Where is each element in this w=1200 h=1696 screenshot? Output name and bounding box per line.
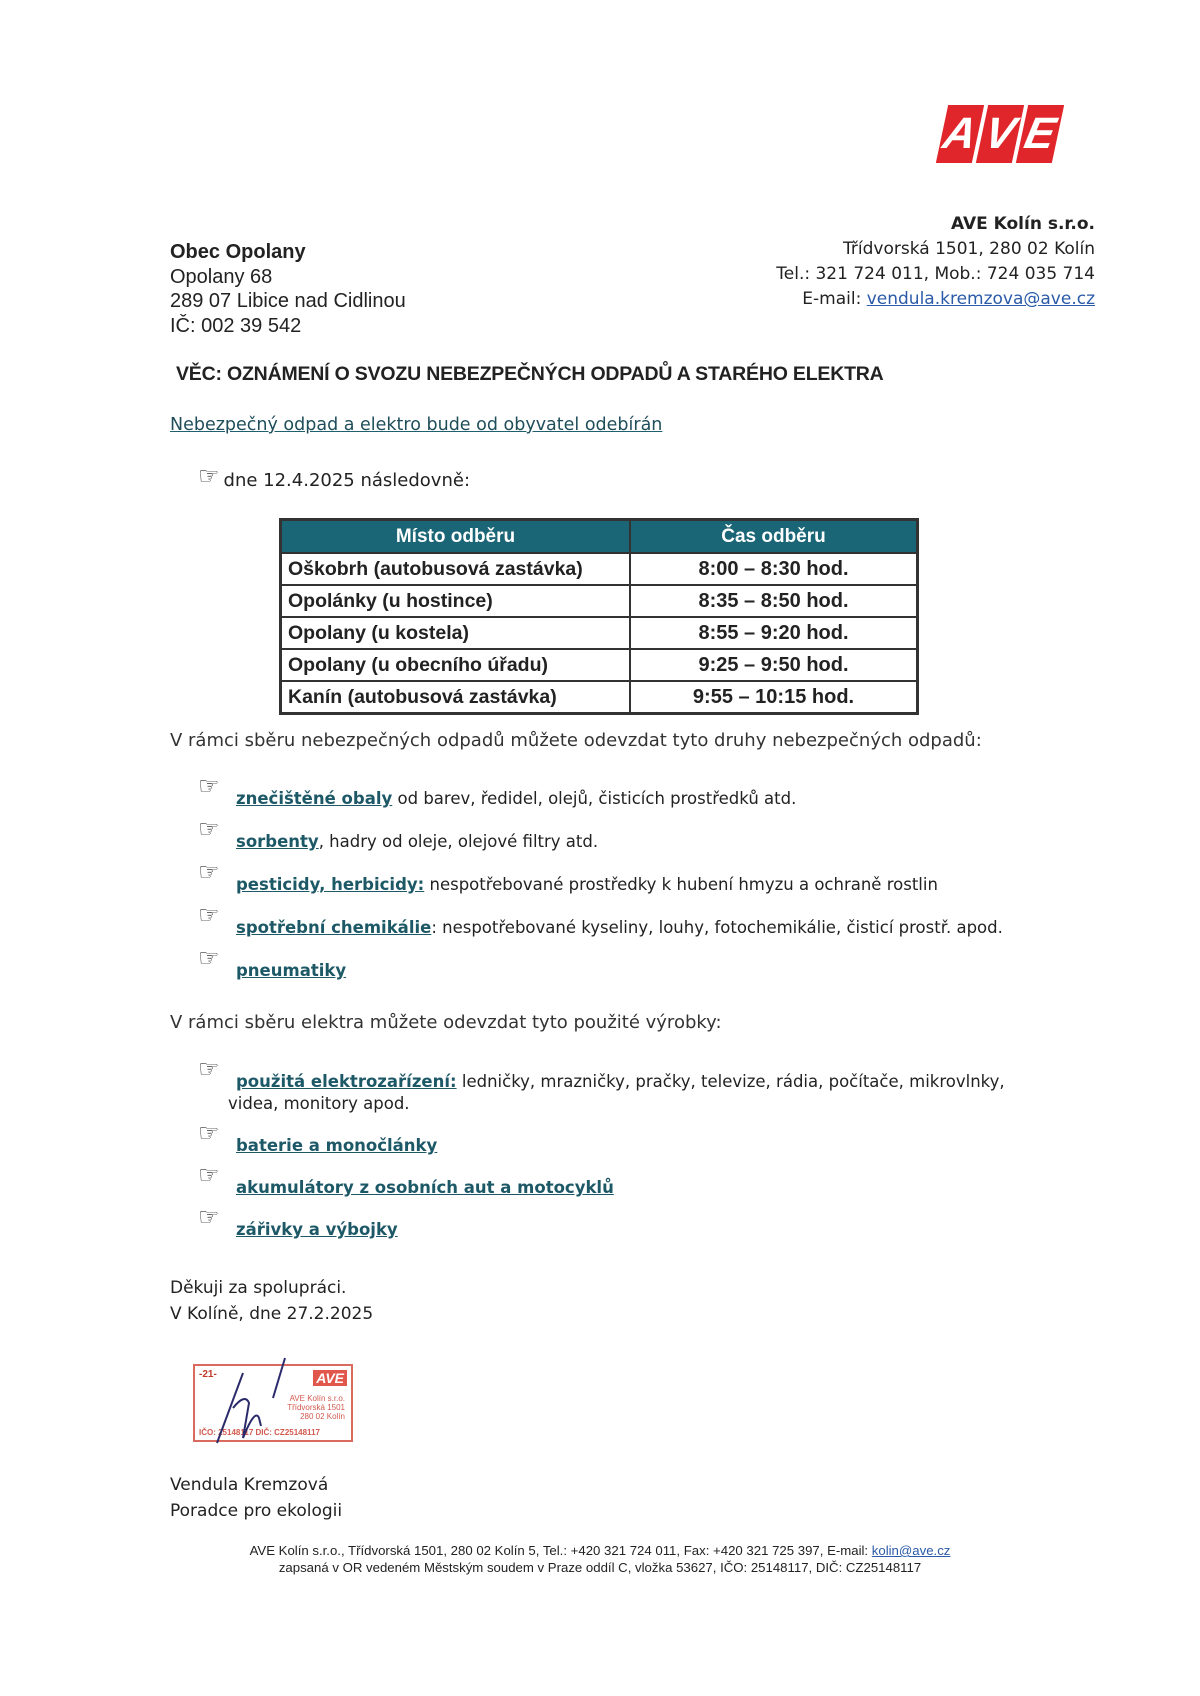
list-item <box>198 815 1018 874</box>
time-cell: 8:00 – 8:30 hod. <box>630 553 918 585</box>
place-cell: Kanín (autobusová zastávka) <box>281 681 631 714</box>
signer-block <box>170 1472 342 1524</box>
list-item <box>198 901 1018 960</box>
footer-line-1: AVE Kolín s.r.o., Třídvorská 1501, 280 02 Kolín 5, Tel.: +420 321 724 011, Fax: +420 321 725 397, E-mail: kolin@ave.cz <box>249 1543 951 1558</box>
item-keyword: zářivky a výbojky <box>236 1220 398 1239</box>
sender-address: Třídvorská 1501, 280 02 Kolín <box>843 239 1095 259</box>
column-header-time: Čas odběru <box>630 520 918 554</box>
recipient-block <box>170 240 406 338</box>
stamp-ids: IČO: 25148117 DIČ: CZ25148117 <box>199 1428 320 1437</box>
place-date: V Kolíně, dne 27.2.2025 <box>170 1304 374 1324</box>
pointing-hand-icon: ☞ <box>198 944 220 972</box>
logo-letter-a: A <box>936 105 984 163</box>
pointing-hand-icon: ☞ <box>198 858 220 886</box>
collection-date: dne 12.4.2025 následovně: <box>223 470 471 491</box>
footer-line-2: zapsaná v OR vedeném Městským soudem v Praze oddíl C, vložka 53627, IČO: 25148117, DIČ: CZ25148117 <box>278 1560 922 1575</box>
place-cell: Opolany (u obecního úřadu) <box>281 649 631 681</box>
logo-letter-e: E <box>1016 105 1064 163</box>
item-keyword: akumulátory z osobních aut a motocyklů <box>236 1178 614 1197</box>
item-text: ledničky, mrazničky, pračky, televize, rádia, počítače, mikrovlnky, <box>456 1072 1005 1091</box>
list-item <box>198 1203 1018 1241</box>
hazardous-list <box>198 772 1018 1003</box>
item-keyword: použitá elektrozařízení: <box>236 1072 457 1091</box>
list-item <box>198 1055 1018 1115</box>
list-item <box>198 944 1018 1003</box>
signer-name: Vendula Kremzová <box>170 1475 329 1495</box>
place-cell: Opolánky (u hostince) <box>281 585 631 617</box>
item-keyword: pesticidy, herbicidy: <box>236 875 425 894</box>
place-cell: Oškobrh (autobusová zastávka) <box>281 553 631 585</box>
table-row <box>281 681 918 714</box>
item-keyword: pneumatiky <box>236 961 347 980</box>
stamp-logo: AVE <box>313 1370 347 1386</box>
company-stamp <box>193 1364 353 1442</box>
sender-phones: Tel.: 321 724 011, Mob.: 724 035 714 <box>776 264 1095 284</box>
item-text: , hadry od oleje, olejové filtry atd. <box>318 832 599 851</box>
subject-heading: VĚC: OZNÁMENÍ O SVOZU NEBEZPEČNÝCH ODPADŮ A STARÉHO ELEKTRA <box>176 363 884 385</box>
sender-company: AVE Kolín s.r.o. <box>950 214 1095 234</box>
recipient-name: Obec Opolany <box>170 241 306 263</box>
electro-heading: V rámci sběru elektra můžete odevzdat tyto použité výrobky: <box>170 1012 722 1033</box>
pointing-hand-icon: ☞ <box>198 1055 220 1083</box>
item-text: : nespotřebované kyseliny, louhy, fotochemikálie, čisticí prostř. apod. <box>431 918 1003 937</box>
list-item <box>198 1161 1018 1199</box>
item-text: od barev, ředidel, olejů, čisticích prostředků atd. <box>392 789 797 808</box>
time-cell: 9:55 – 10:15 hod. <box>630 681 918 714</box>
pointing-hand-icon: ☞ <box>198 815 220 843</box>
signature-icon <box>215 1348 305 1448</box>
sender-block <box>776 212 1095 312</box>
signer-role: Poradce pro ekologii <box>170 1501 343 1521</box>
item-text-continued: videa, monitory apod. <box>228 1094 410 1113</box>
time-cell: 9:25 – 9:50 hod. <box>630 649 918 681</box>
intro-text: Nebezpečný odpad a elektro bude od obyvatel odebírán <box>170 415 663 435</box>
table-row <box>281 649 918 681</box>
time-cell: 8:55 – 9:20 hod. <box>630 617 918 649</box>
logo-letter-v: V <box>976 105 1024 163</box>
table-row <box>281 585 918 617</box>
footer-email-link[interactable]: kolin@ave.cz <box>871 1543 951 1558</box>
item-keyword: znečištěné obaly <box>236 789 393 808</box>
pointing-hand-icon: ☞ <box>198 462 220 490</box>
recipient-street: Opolany 68 <box>170 265 273 288</box>
table-row <box>281 617 918 649</box>
pointing-hand-icon: ☞ <box>198 772 220 800</box>
hazardous-heading: V rámci sběru nebezpečných odpadů můžete odevzdat tyto druhy nebezpečných odpadů: <box>170 730 982 751</box>
date-line <box>198 462 471 491</box>
sender-email-line <box>776 287 1095 312</box>
pointing-hand-icon: ☞ <box>198 1203 220 1231</box>
electro-list <box>198 1055 1018 1261</box>
sender-email-label: E-mail: <box>802 289 867 309</box>
sender-email-link[interactable]: vendula.kremzova@ave.cz <box>866 289 1095 309</box>
recipient-ic: IČ: 002 39 542 <box>170 314 302 337</box>
list-item <box>198 1119 1018 1157</box>
list-item <box>198 858 1018 917</box>
thanks-text: Děkuji za spolupráci. <box>170 1278 347 1298</box>
recipient-city: 289 07 Libice nad Cidlinou <box>170 290 406 312</box>
column-header-place: Místo odběru <box>281 520 631 554</box>
place-cell: Opolany (u kostela) <box>281 617 631 649</box>
stamp-number: -21- <box>199 1369 217 1380</box>
schedule-table <box>279 518 919 715</box>
stamp-address: AVE Kolín s.r.o. Třídvorská 1501 280 02 Kolín <box>287 1394 345 1421</box>
ave-logo <box>939 105 1060 163</box>
table-header-row <box>281 520 918 554</box>
item-keyword: sorbenty <box>236 832 319 851</box>
pointing-hand-icon: ☞ <box>198 1119 220 1147</box>
time-cell: 8:35 – 8:50 hod. <box>630 585 918 617</box>
item-keyword: spotřební chemikálie <box>236 918 432 937</box>
item-text: nespotřebované prostředky k hubení hmyzu a ochraně rostlin <box>424 875 938 894</box>
pointing-hand-icon: ☞ <box>198 1161 220 1189</box>
pointing-hand-icon: ☞ <box>198 901 220 929</box>
item-keyword: baterie a monočlánky <box>236 1136 438 1155</box>
table-row <box>281 553 918 585</box>
page-footer <box>0 1542 1200 1576</box>
closing-block <box>170 1275 373 1327</box>
list-item <box>198 772 1018 831</box>
